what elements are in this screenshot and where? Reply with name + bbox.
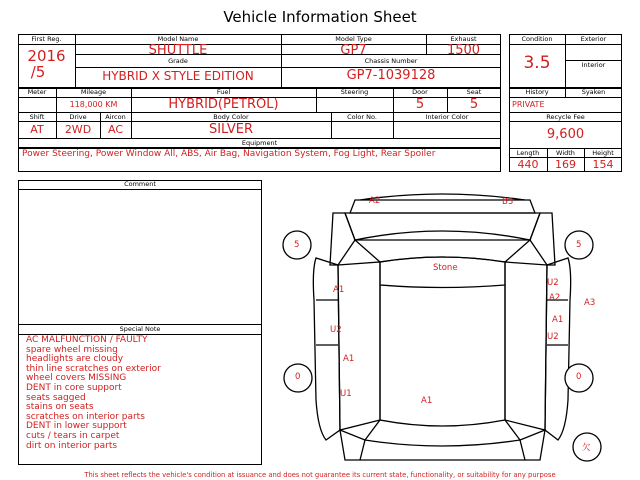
special-note-item: cuts / tears in carpet — [26, 430, 120, 441]
damage-right-a2: A2 — [549, 293, 561, 303]
damage-wheel-front-left: 5 — [294, 240, 300, 250]
damage-left-a1-bottom: A1 — [343, 354, 355, 364]
body-color-header: Body Color — [213, 113, 249, 121]
equipment-value: Power Steering, Power Window All, ABS, Air Bag, Navigation System, Fog Light, Rear Spoiler — [22, 149, 436, 159]
shift-header: Shift — [29, 113, 45, 121]
chassis-number-value: GP7-1039128 — [346, 68, 436, 83]
damage-wheel-rear-left: 0 — [295, 372, 301, 382]
damage-roof: Stone — [433, 263, 458, 273]
first-reg-month: /5 — [30, 63, 46, 81]
special-note-item: thin line scratches on exterior — [26, 363, 161, 374]
height-header: Height — [592, 149, 614, 157]
first-reg-year: 2016 — [27, 47, 66, 65]
damage-rear-a1: A1 — [421, 396, 433, 406]
special-note-item: DENT in lower support — [26, 421, 127, 432]
color-no-header: Color No. — [347, 113, 377, 121]
damage-missing-mark: 欠 — [582, 443, 591, 453]
equipment-header: Equipment — [241, 139, 278, 147]
special-note-header: Special Note — [119, 325, 161, 333]
grade-value: HYBRID X STYLE EDITION — [102, 69, 254, 83]
chassis-number-header: Chassis Number — [364, 57, 418, 65]
length-header: Length — [516, 149, 540, 157]
damage-wheel-front-right: 5 — [576, 240, 582, 250]
model-type-value: GP7 — [340, 43, 367, 58]
grade-header: Grade — [168, 57, 188, 65]
special-note-item: stains on seats — [26, 402, 94, 413]
seat-value: 5 — [469, 97, 479, 112]
drive-header: Drive — [69, 113, 87, 121]
fuel-value: HYBRID(PETROL) — [168, 97, 279, 112]
recycle-fee-value: 9,600 — [546, 127, 585, 142]
special-note-item: seats sagged — [26, 392, 86, 403]
damage-right-a1: A1 — [552, 315, 564, 325]
model-name-value: SHUTTLE — [148, 43, 208, 58]
damage-front-a2: A2 — [369, 196, 381, 206]
drive-value: 2WD — [64, 123, 92, 136]
door-value: 5 — [415, 97, 425, 112]
model-name-header: Model Name — [157, 35, 199, 43]
damage-wheel-rear-right: 0 — [576, 372, 582, 382]
interior-header: Interior — [581, 61, 606, 69]
body-color-value: SILVER — [208, 122, 254, 137]
damage-left-a1-top: A1 — [333, 285, 345, 295]
special-note-item: spare wheel missing — [26, 344, 118, 355]
special-note-item: scratches on interior parts — [26, 411, 145, 422]
aircon-header: Aircon — [105, 113, 126, 121]
length-value: 440 — [517, 158, 539, 171]
damage-left-u2: U2 — [330, 325, 342, 335]
comment-box — [18, 180, 262, 325]
damage-rear-u1: U1 — [340, 389, 352, 399]
special-notes-list — [26, 336, 161, 451]
interior-color-header: Interior Color — [425, 113, 469, 121]
fuel-header: Fuel — [216, 88, 231, 96]
recycle-fee-header: Recycle Fee — [546, 113, 585, 121]
seat-header: Seat — [466, 88, 482, 96]
exhaust-header: Exhaust — [450, 35, 477, 43]
mileage-header: Mileage — [80, 88, 107, 96]
history-value: PRIVATE — [512, 100, 545, 109]
mileage-value: 118,000 KM — [69, 100, 118, 109]
damage-front-b3: B3 — [502, 197, 514, 207]
height-value: 154 — [592, 158, 614, 171]
first-reg-header: First Reg. — [31, 35, 62, 43]
meter-header: Meter — [27, 88, 47, 96]
sheet-title: Vehicle Information Sheet — [223, 8, 417, 26]
aircon-value: AC — [107, 123, 123, 136]
special-note-item: dirt on interior parts — [26, 440, 118, 451]
width-value: 169 — [555, 158, 576, 171]
model-type-header: Model Type — [335, 35, 372, 43]
car-damage-diagram — [265, 180, 625, 470]
syaken-header: Syaken — [581, 88, 606, 96]
disclaimer-footer: This sheet reflects the vehicle's condition at issuance and does not guarantee its current state, functionality, or suitability for any purpose — [84, 471, 556, 479]
steering-header: Steering — [340, 88, 369, 96]
history-header: History — [525, 88, 549, 96]
shift-value: AT — [30, 123, 44, 136]
special-note-item: headlights are cloudy — [26, 354, 124, 365]
condition-grade-value: 3.5 — [523, 53, 551, 73]
damage-right-u2-top: U2 — [547, 278, 559, 288]
exhaust-value: 1500 — [446, 43, 481, 58]
damage-right-a3: A3 — [584, 298, 596, 308]
damage-right-u2-bottom: U2 — [547, 332, 559, 342]
width-header: Width — [556, 149, 575, 157]
door-header: Door — [412, 88, 428, 96]
special-note-item: wheel covers MISSING — [26, 373, 127, 384]
special-note-item: AC MALFUNCTION / FAULTY — [26, 335, 148, 345]
comment-header: Comment — [124, 180, 156, 188]
condition-header: Condition — [521, 35, 553, 43]
exterior-header: Exterior — [580, 35, 607, 43]
special-note-item: DENT in core support — [26, 382, 122, 393]
